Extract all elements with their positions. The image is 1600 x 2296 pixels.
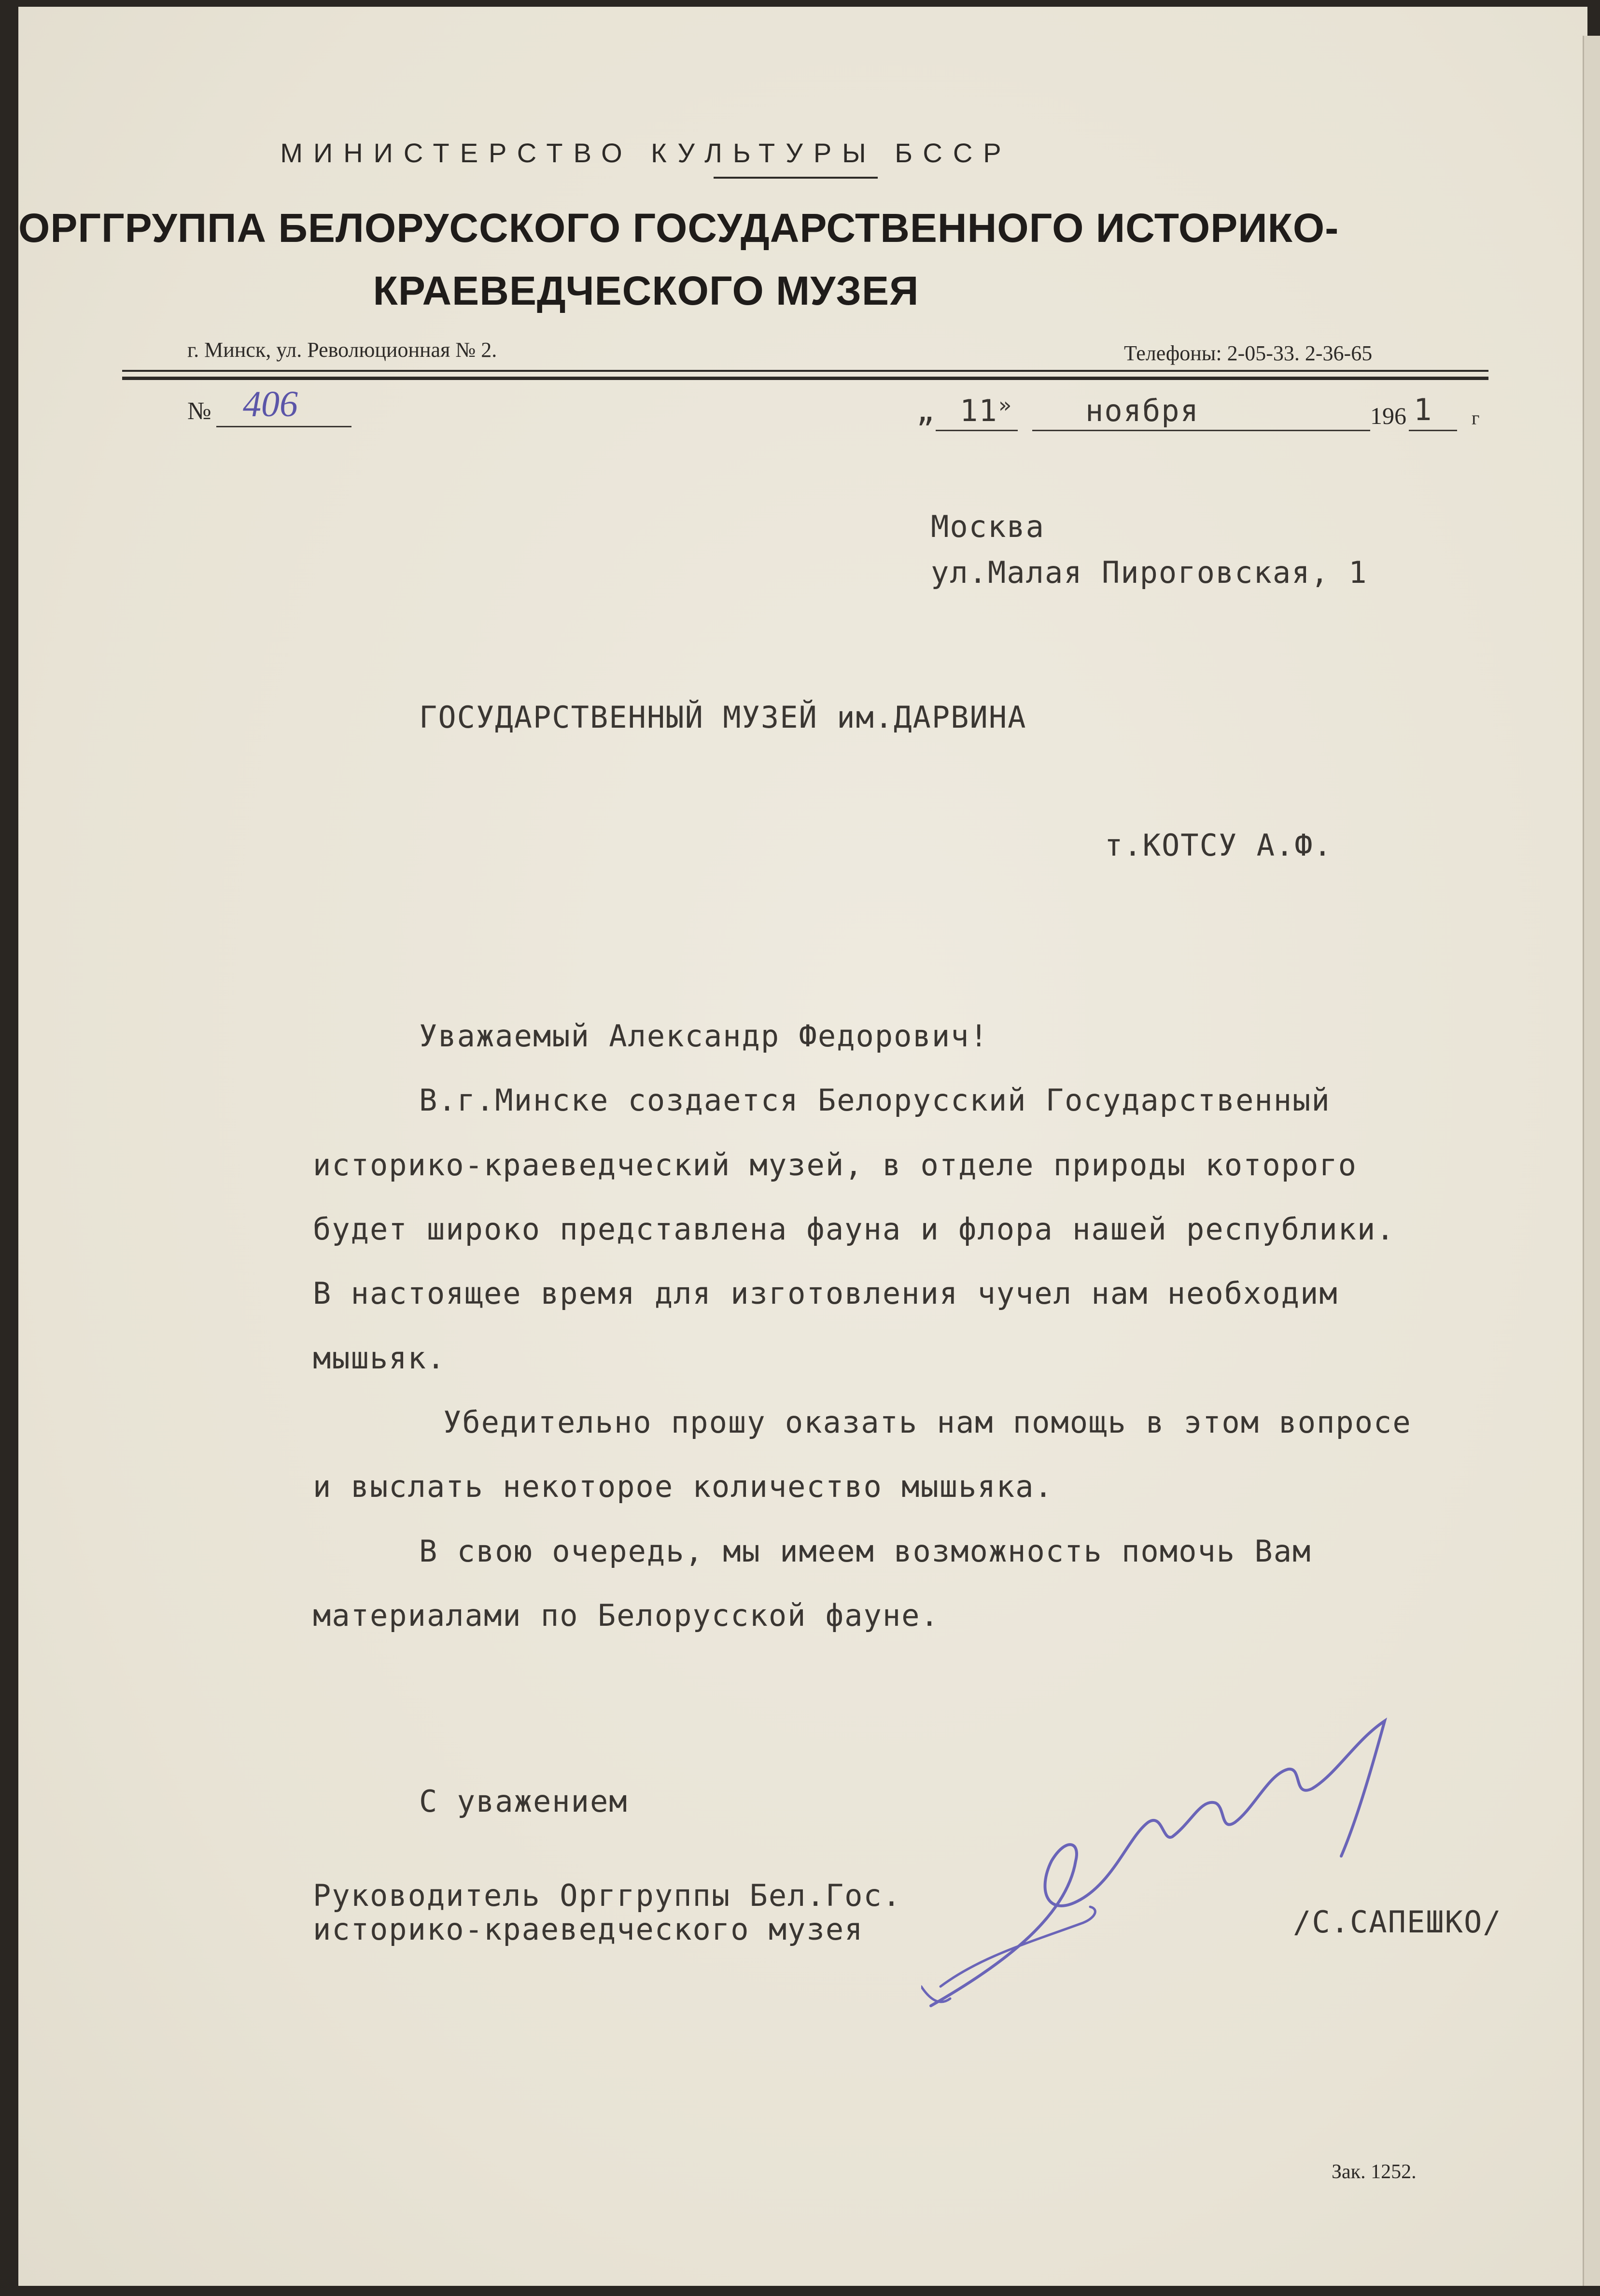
signatory-name: /С.САПЕШКО/ — [1293, 1904, 1502, 1940]
letterhead-address: г. Минск, ул. Революционная № 2. — [187, 338, 497, 362]
signatory-title-line2: историко-краеведческого музея — [313, 1912, 864, 1947]
letterhead-rule-bottom — [122, 377, 1488, 380]
signatory-title-line1: Руководитель Орггруппы Бел.Гос. — [313, 1878, 902, 1913]
paragraph1-line1: В.г.Минске создается Белорусский Государственный — [419, 1083, 1331, 1118]
recipient-city: Москва — [931, 509, 1045, 544]
paragraph1-line3: будет широко представлена фауна и флора нашей республики. — [313, 1211, 1395, 1247]
number-value: 406 — [243, 384, 298, 424]
day-fill-line — [936, 430, 1018, 431]
recipient-person: т.КОТСУ А.Ф. — [1105, 828, 1333, 863]
page-edge — [1583, 36, 1600, 2286]
date-year-prefix: 196 — [1370, 402, 1406, 429]
paragraph1-line5: мышьяк. — [313, 1340, 446, 1376]
paragraph2-line1: Убедительно прошу оказать нам помощь в этом вопросе — [443, 1405, 1412, 1440]
date-day: 11 — [960, 393, 998, 428]
month-fill-line — [1032, 430, 1370, 431]
recipient-street: ул.Малая Пироговская, 1 — [931, 555, 1368, 590]
date-quote-open: „ — [916, 393, 936, 428]
paragraph1-line2: историко-краеведческий музей, в отделе природы которого — [313, 1147, 1357, 1183]
org-title-line2: КРАЕВЕДЧЕСКОГО МУЗЕЯ — [373, 268, 919, 313]
paragraph2-line2: и выслать некоторое количество мышьяка. — [313, 1469, 1053, 1504]
number-label: № — [187, 397, 211, 425]
paragraph1-line4: В настоящее время для изготовления чучел нам необходим — [313, 1276, 1338, 1311]
paragraph3-line1: В свою очередь, мы имеем возможность помочь Вам — [419, 1534, 1312, 1569]
handwritten-signature — [921, 1716, 1414, 2015]
ministry-heading: МИНИСТЕРСТВО КУЛЬТУРЫ БССР — [280, 138, 1012, 168]
org-title-line1: ОРГГРУППА БЕЛОРУССКОГО ГОСУДАРСТВЕННОГО ИСТОРИКО- — [18, 205, 1339, 251]
number-fill-line — [216, 426, 351, 427]
letter-page — [18, 7, 1587, 2286]
recipient-organization: ГОСУДАРСТВЕННЫЙ МУЗЕЙ им.ДАРВИНА — [419, 700, 1027, 735]
ministry-underline — [714, 177, 878, 179]
print-order-number: Зак. 1252. — [1332, 2161, 1417, 2183]
closing-regards: С уважением — [419, 1784, 628, 1819]
letterhead-rule-top — [122, 370, 1488, 372]
year-fill-line — [1409, 430, 1457, 431]
date-day-suffix: » — [998, 393, 1012, 418]
letterhead-phones: Телефоны: 2-05-33. 2-36-65 — [1124, 341, 1373, 365]
date-year-suffix: г — [1472, 407, 1480, 429]
date-month: ноября — [1085, 393, 1199, 428]
paragraph3-line2: материалами по Белорусской фауне. — [313, 1598, 940, 1633]
date-year-digit: 1 — [1414, 392, 1433, 427]
salutation: Уважаемый Александр Федорович! — [419, 1018, 989, 1054]
